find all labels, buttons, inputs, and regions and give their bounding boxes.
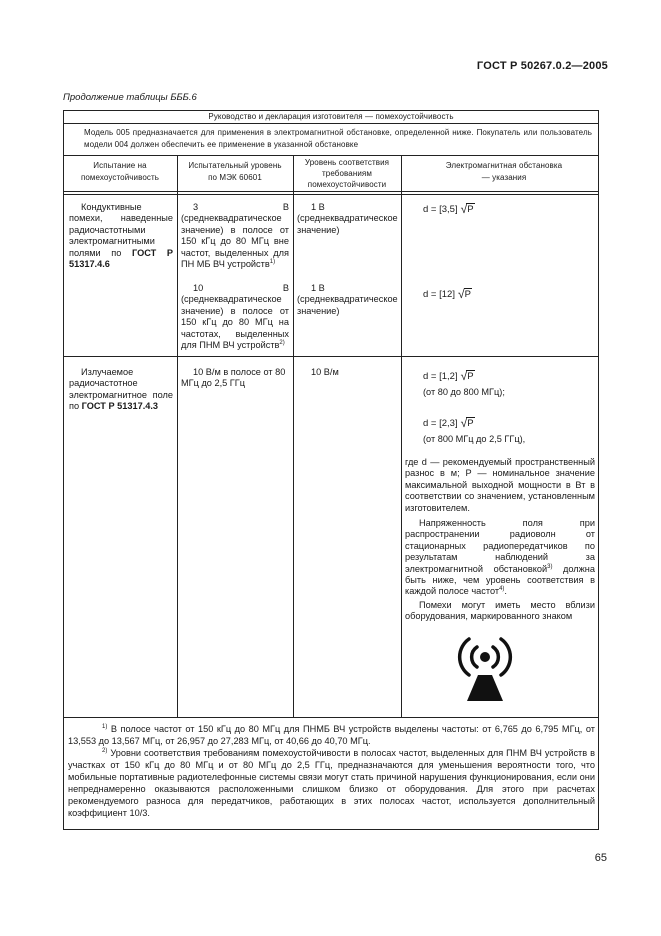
row2-interference-paragraph: Помехи могут иметь место вблизи оборудования, маркированного знаком — [405, 600, 595, 622]
row2-range-d: (от 800 МГц до 2,5 ГГц), — [423, 434, 526, 444]
row1-level-a: 3 В (среднеквадратическое значение) в полосе от 150 кГц до 80 МГц вне частот, выделенных для ПН МБ ВЧ устройств$^{1)}$ — [181, 202, 289, 270]
table-continuation-caption: Продолжение таблицы БББ.6 — [63, 92, 197, 103]
row2-range-c: (от 80 до 800 МГц); — [423, 387, 505, 397]
row2-test-standard: ГОСТ Р 51317.4.3 — [81, 401, 159, 412]
column-header-test-level: Испытательный уровень по МЭК 60601 — [188, 161, 282, 182]
sqrt-icon: √ — [460, 202, 468, 216]
row1-test-standard: ГОСТ Р 51317.4.6 — [69, 247, 173, 270]
row1-compliance-b: 1 В (среднеквадратическое значение) — [297, 283, 398, 316]
column-header-compliance-level: Уровень соответствия требованиям помехоустойчивости — [304, 158, 390, 189]
column-header-test: Испытание на помехоустойчивость — [80, 161, 160, 182]
footnote-2: $^{2)}$ Уровни соответствия требованиям помехоустойчивости в полосах частот, выделенных для ПНМ ВЧ устройств в участках от 150 кГц до 80 МГц и от 80 МГц до 2,5 ГГц, предназначаются для уменьшения вероятности того, что мобильные портативные радиотелефонные системы связи могут стать причиной нарушения функционирования, если они непреднамеренно оказываются расположенными слишком близко от оборудования. Для этого при расчетах рекомендуемого разноса для передатчиков, работающих в этих полосах частот, используется дополнительный коэффициент 10/3. — [68, 747, 595, 818]
column-header-environment: Электромагнитная обстановка — указания — [445, 161, 563, 182]
row1-compliance-a: 1 В (среднеквадратическое значение) — [297, 202, 398, 235]
document-code: ГОСТ Р 50267.0.2—2005 — [476, 60, 608, 72]
row2-field-strength-paragraph: Напряженность поля при распространении радиоволн от стационарных радиопередатчиков по результатам наблюдений за электромагнитной обстановкой$^{3)}$ должна быть ниже, чем уровень соответствия в каждой полосе частот$^{4)}$. — [405, 518, 595, 597]
table-title: Руководство и декларация изготовителя — помехоустойчивость — [208, 112, 454, 121]
row1-formula-a: d = [3,5] √ P — [423, 202, 474, 216]
row2-formula-d: d = [2,3] √ P — [423, 416, 474, 430]
row1-level-b: 10 В (среднеквадратическое значение) в полосе от 150 кГц до 80 МГц на частотах, выделенных для ПНМ ВЧ устройств$^{2)}$ — [181, 283, 289, 351]
row2-compliance: 10 В/м — [311, 367, 339, 377]
sqrt-icon: √ — [460, 369, 468, 383]
page-number: 65 — [594, 852, 607, 864]
footnote-1: $^{1)}$ В полосе частот от 150 кГц до 80 МГц для ПНМБ ВЧ устройств выделены частоты: от 6,765 до 6,795 МГц, от 13,553 до 13,567 МГц, от 26,957 до 27,283 МГц, от 40,66 до 40,70 МГц. — [68, 723, 595, 746]
row1-formula-b: d = [12] √ P — [423, 287, 471, 301]
row2-test-name: Излучаемое радиочастотное электромагнитное поле по ГОСТ Р 51317.4.3 — [69, 367, 173, 412]
non-ionizing-radiation-icon — [449, 631, 521, 707]
table-intro: Модель 005 предназначается для применения в электромагнитной обстановке, определенной ниже. Покупатель или пользователь модели 004 должен обеспечить ее применение в указанной обстановке — [84, 128, 592, 149]
row1-test-name: Кондуктивные помехи, наведенные радиочастотными электромагнитными полями по ГОСТ Р 51317.4.6 — [69, 202, 173, 270]
row2-formula-c: d = [1,2] √ P — [423, 369, 474, 383]
row2-definition-paragraph: где d — рекомендуемый пространственный разнос в м; P — номинальное значение максимальной выходной мощности в Вт в соответствии со значением, установленным изготовителем. — [405, 457, 595, 513]
immunity-table — [63, 110, 599, 830]
row2-level: 10 В/м в полосе от 80 МГц до 2,5 ГГц — [181, 367, 286, 389]
sqrt-icon: √ — [457, 287, 465, 301]
sqrt-icon: √ — [460, 416, 468, 430]
